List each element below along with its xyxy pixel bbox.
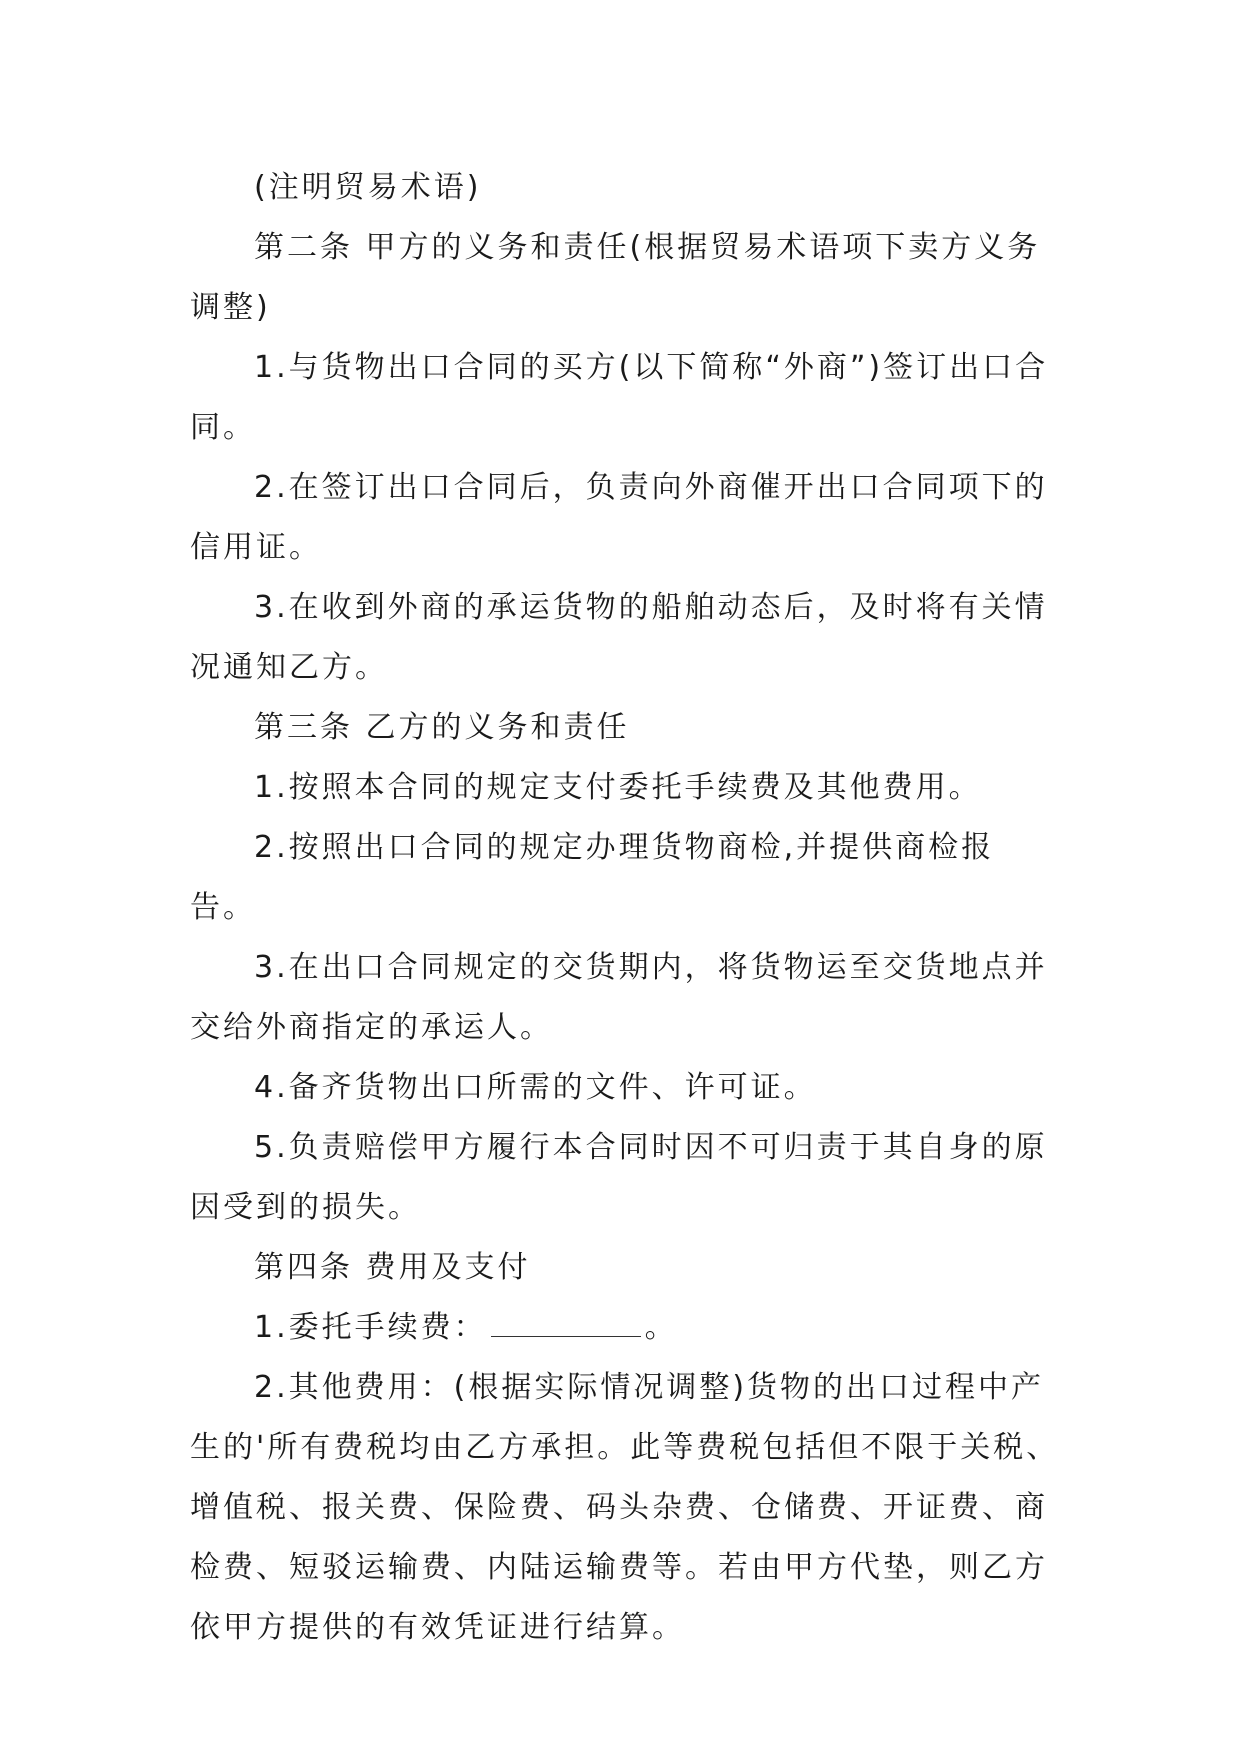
fee-blank-field[interactable]: [491, 1302, 641, 1337]
article-3-item-5: 5.负责赔偿甲方履行本合同时因不可归责于其自身的原因受到的损失。: [190, 1130, 1048, 1225]
article-4-item-2: 2.其他费用：(根据实际情况调整)货物的出口过程中产生的'所有费税均由乙方承担。此等费税包括但不限于关税、增值税、报关费、保险费、码头杂费、仓储费、开证费、商检费、短驳运输费、内陆运输费等。若由甲方代垫，则乙方依甲方提供的有效凭证进行结算。: [190, 1370, 1060, 1645]
trade-term-note: (注明贸易术语): [254, 170, 482, 205]
article-3-item-4: 4.备齐货物出口所需的文件、许可证。: [254, 1070, 817, 1105]
article-3-heading: 第三条 乙方的义务和责任: [254, 710, 630, 745]
article-2-item-1: 1.与货物出口合同的买方(以下简称“外商”)签订出口合同。: [190, 350, 1049, 445]
article-3-item-3: 3.在出口合同规定的交货期内，将货物运至交货地点并交给外商指定的承运人。: [190, 950, 1048, 1045]
fee-suffix: 。: [644, 1310, 678, 1345]
article-2-heading: 第二条 甲方的义务和责任(根据贸易术语项下卖方义务调整): [190, 230, 1041, 325]
article-2-item-3: 3.在收到外商的承运货物的船舶动态后，及时将有关情况通知乙方。: [190, 590, 1048, 685]
document-body: [190, 158, 1060, 1658]
article-3-item-1: 1.按照本合同的规定支付委托手续费及其他费用。: [254, 770, 982, 805]
article-3-item-2: 2.按照出口合同的规定办理货物商检,并提供商检报告。: [190, 830, 995, 925]
article-4-heading: 第四条 费用及支付: [254, 1250, 531, 1285]
fee-label: 1.委托手续费：: [254, 1310, 487, 1345]
article-4-item-1: [190, 1298, 1060, 1358]
article-2-item-2: 2.在签订出口合同后，负责向外商催开出口合同项下的信用证。: [190, 470, 1048, 565]
